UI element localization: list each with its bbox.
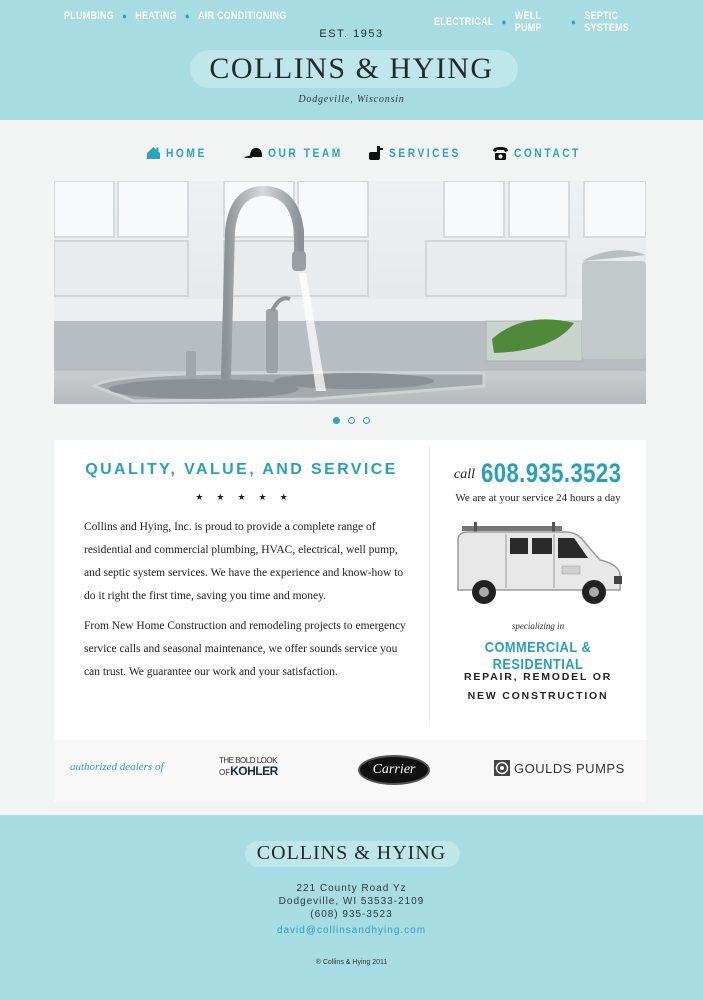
- kohler-wordmark: KOHLER: [230, 764, 278, 778]
- site-header: [0, 0, 703, 120]
- site-logo[interactable]: COLLINS & HYING: [209, 52, 494, 85]
- phone-number[interactable]: 608.935.3523: [481, 458, 622, 488]
- top-link-heating[interactable]: HEATING: [135, 10, 177, 22]
- nav-our-team[interactable]: [244, 146, 356, 160]
- cap-icon: [244, 148, 262, 159]
- intro-paragraph-1: Collins and Hying, Inc. is proud to provide a complete range of residential and commercial plumbing, HVAC, electrical, well pump, and septic system services. We have the experience and know-how to do it right the first time, saving you time and money.: [84, 521, 404, 602]
- specializing-label: specializing in: [511, 621, 565, 631]
- copyright: ® Collins & Hying 2011: [315, 959, 388, 966]
- hero-slider-image[interactable]: [54, 181, 646, 404]
- call-label: call: [454, 467, 475, 482]
- kohler-name-row: [219, 765, 278, 779]
- plunger-hand-icon: [369, 146, 383, 160]
- nav-contact[interactable]: [493, 146, 593, 160]
- dealers-label: authorized dealers of: [70, 761, 164, 773]
- kohler-of: OF: [219, 768, 231, 777]
- nav-contact-label: CONTACT: [514, 146, 581, 160]
- footer-address: [0, 882, 703, 921]
- slider-dot-1[interactable]: [333, 417, 340, 424]
- house-icon: [147, 147, 160, 159]
- bullet-separator: ●: [122, 11, 127, 21]
- slider-pagination: [333, 417, 370, 424]
- main-nav: [0, 146, 703, 164]
- intro-paragraph-2: From New Home Construction and remodeling projects to emergency service calls and seasonal maintenance, we offer sounds service you can trust. We guarantee our work and your satisfaction.: [84, 620, 406, 678]
- star-divider: ★★★★★: [195, 492, 301, 502]
- bullet-separator: ●: [501, 17, 507, 27]
- service-hours-note: We are at your service 24 hours a day: [455, 492, 621, 504]
- nav-services[interactable]: [369, 146, 473, 160]
- bullet-separator: ●: [571, 17, 577, 27]
- top-services-nav-left: [64, 10, 287, 22]
- carrier-logo[interactable]: [358, 755, 430, 785]
- telephone-icon: [493, 147, 508, 160]
- footer-phone: (608) 935-3523: [310, 909, 393, 920]
- established-year: EST. 1953: [319, 28, 384, 40]
- site-footer: [0, 815, 703, 1000]
- kohler-tagline: THE BOLD LOOK: [219, 756, 277, 765]
- top-link-well-pump[interactable]: WELL PUMP: [514, 10, 542, 34]
- location-tagline: Dodgeville, Wisconsin: [298, 94, 405, 105]
- section-headline: QUALITY, VALUE, AND SERVICE: [85, 461, 398, 478]
- nav-home[interactable]: [147, 146, 214, 160]
- address-line-1: 221 County Road Yz: [296, 883, 407, 894]
- call-block: [454, 458, 652, 489]
- spec-line-1: REPAIR, REMODEL OR: [463, 671, 613, 683]
- spec-line-2: NEW CONSTRUCTION: [467, 690, 609, 702]
- nav-our-team-label: OUR TEAM: [268, 146, 343, 160]
- carrier-oval: [358, 755, 430, 785]
- footer-email-link[interactable]: david@collinsandhying.com: [276, 925, 427, 936]
- nav-home-label: HOME: [166, 146, 207, 160]
- top-link-plumbing[interactable]: PLUMBING: [64, 10, 115, 22]
- top-link-septic-systems[interactable]: SEPTIC SYSTEMS: [584, 10, 630, 34]
- address-line-2: Dodgeville, WI 53533-2109: [278, 896, 425, 907]
- goulds-wordmark: GOULDS PUMPS: [514, 760, 625, 776]
- specialization-title: COMMERCIAL & RESIDENTIAL: [484, 639, 592, 673]
- goulds-swirl-icon: [494, 760, 510, 776]
- bullet-separator: ●: [185, 11, 190, 21]
- kitchen-sink-photo: [54, 181, 646, 404]
- kohler-logo[interactable]: [219, 756, 278, 779]
- authorized-dealers-strip: [54, 740, 646, 802]
- goulds-pumps-logo[interactable]: [494, 760, 625, 776]
- content-panel: [54, 440, 646, 802]
- top-link-electrical[interactable]: ELECTRICAL: [434, 16, 494, 28]
- carrier-wordmark: Carrier: [372, 762, 416, 777]
- specialization-subtitle: [430, 668, 646, 706]
- service-van-photo: [454, 520, 626, 606]
- top-link-air-conditioning[interactable]: AIR CONDITIONING: [197, 10, 287, 22]
- slider-dot-3[interactable]: [363, 417, 370, 424]
- nav-services-label: SERVICES: [389, 146, 461, 160]
- slider-dot-2[interactable]: [348, 417, 355, 424]
- intro-text: [84, 516, 414, 684]
- footer-logo: COLLINS & HYING: [256, 842, 447, 864]
